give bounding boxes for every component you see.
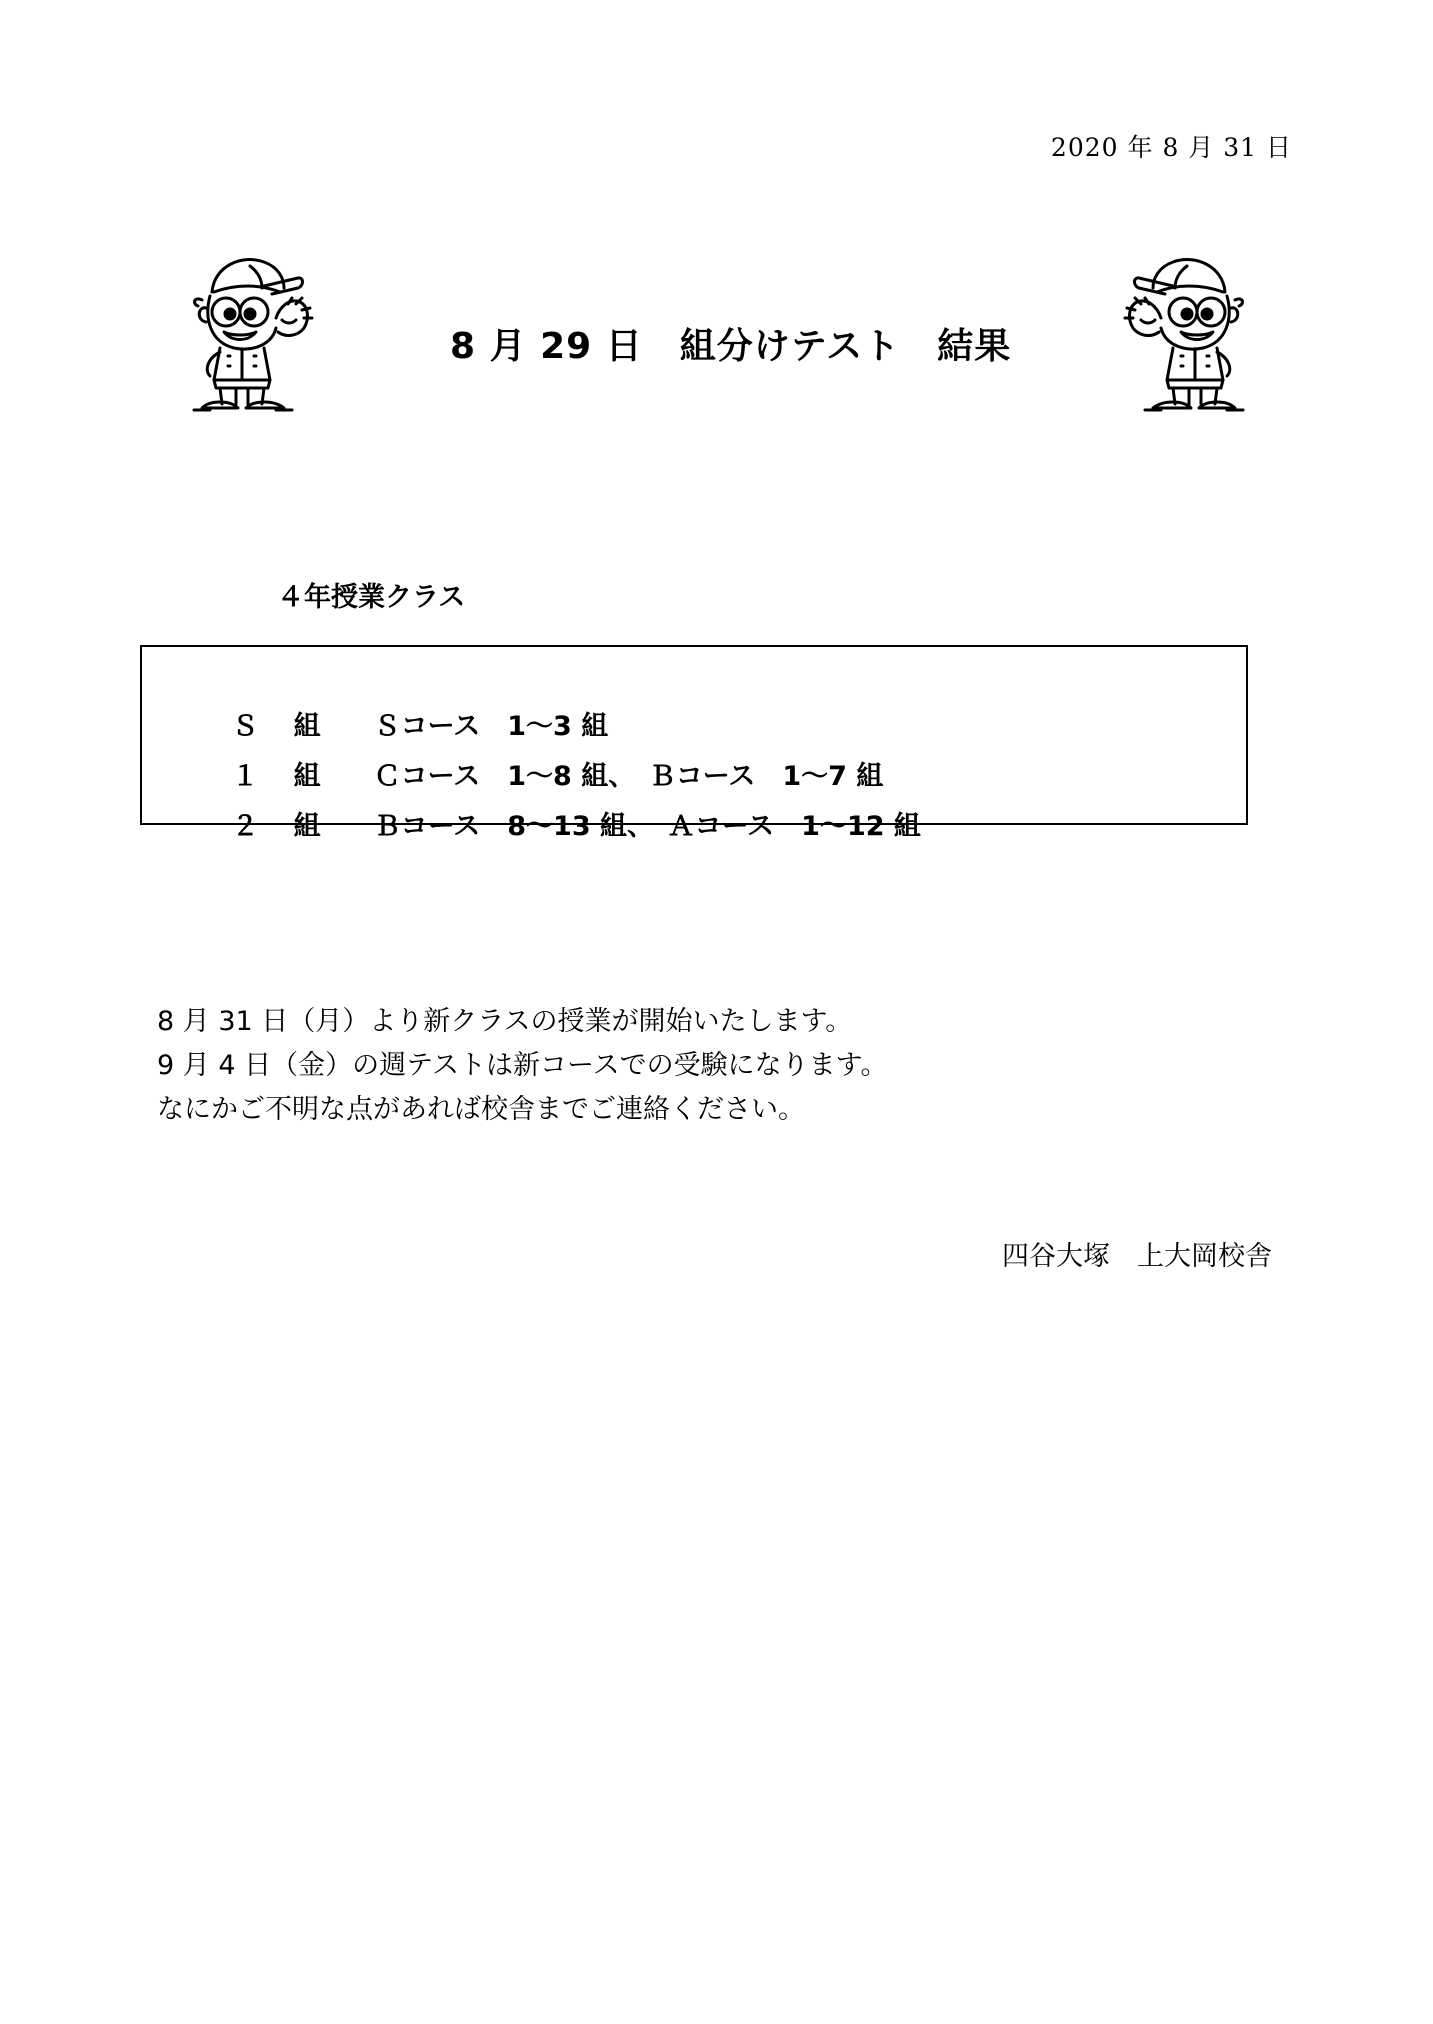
class-courses: Ｃコース 1～8 組、 Ｂコース 1～7 組 (373, 761, 884, 792)
notice-line: 9 月 4 日（金）の週テストは新コースでの受験になります。 (157, 1050, 888, 1081)
class-group-label: ２ (231, 811, 259, 842)
class-group-label: １ (231, 761, 259, 792)
notice-text (157, 1000, 888, 1132)
class-courses: Ｂコース 8～13 組、 Ａコース 1～12 組 (373, 811, 921, 842)
class-courses: Ｓコース 1～3 組 (373, 711, 609, 742)
notice-line: 8 月 31 日（月）より新クラスの授業が開始いたします。 (157, 1006, 853, 1037)
page-title: 8 月 29 日 組分けテスト 結果 (450, 326, 1012, 367)
notice-line: なにかご不明な点があれば校舎までご連絡ください。 (157, 1094, 805, 1125)
class-assignment-box (140, 645, 1248, 842)
class-row (194, 773, 921, 842)
class-kumi-label: 組 (293, 761, 321, 792)
section-heading: ４年授業クラス (277, 582, 466, 613)
baseball-boy-mascot-icon (180, 248, 315, 416)
class-group-label: Ｓ (231, 711, 259, 742)
class-row (194, 723, 884, 792)
class-row (194, 673, 609, 742)
class-kumi-label: 組 (293, 711, 321, 742)
school-signature: 四谷大塚 上大岡校舎 (1002, 1241, 1272, 1272)
baseball-boy-mascot-icon (1122, 248, 1257, 416)
class-kumi-label: 組 (293, 811, 321, 842)
document-date: 2020 年 8 月 31 日 (1050, 133, 1292, 162)
